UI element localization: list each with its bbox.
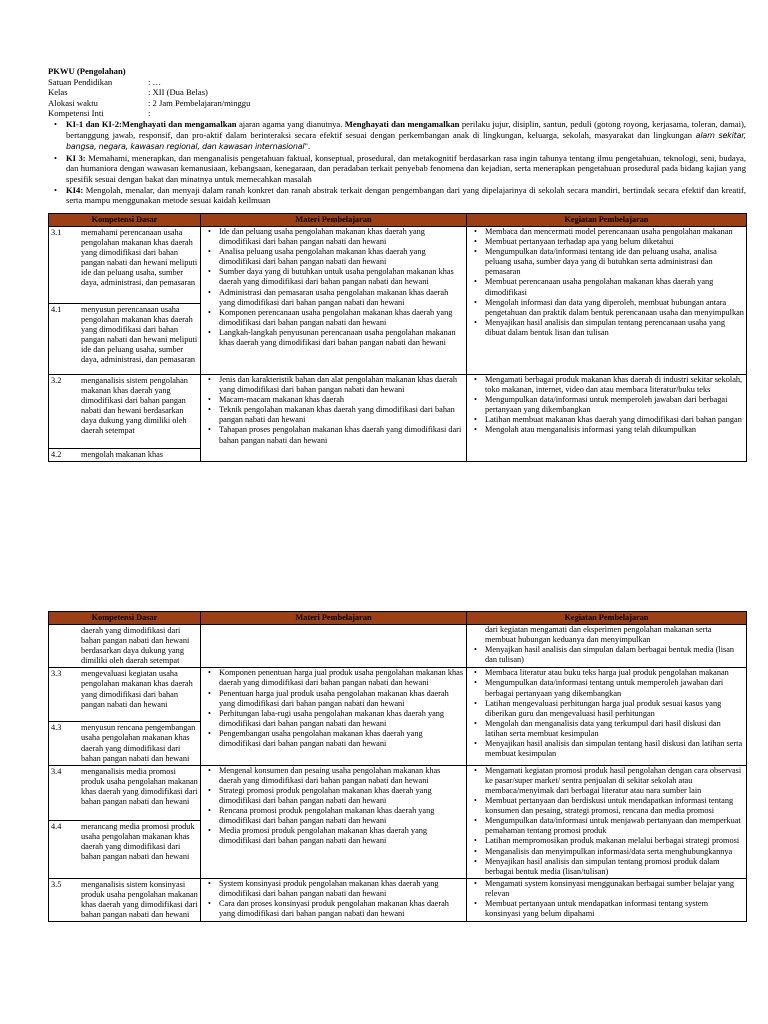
ki-tail: ". <box>304 141 311 152</box>
ki-lead: KI-1 dan KI-2: <box>66 118 122 129</box>
kd-item <box>49 668 200 722</box>
info-value: : 2 Jam Pembelajaran/minggu <box>148 97 251 108</box>
materi-cell <box>201 227 467 375</box>
info-label: Alokasi waktu <box>48 97 98 108</box>
kd-text: memahami perencanaan usaha pengolahan makanan khas daerah yang dimodifikasi dari bahan pangan nabati dan hewani meliputi ide dan peluang usaha, sumber daya, administrasi, dan pemasaran <box>81 228 198 288</box>
kompetensi-inti-list <box>48 119 746 206</box>
ki-lead: KI 3: <box>66 152 86 163</box>
list-item: • Menyajikan hasil analisis dan simpulan tentang promosi produk dalam berbagai bentuk media (lisan/tulisan) <box>485 857 744 877</box>
list-item: • Membuat pertanyaan dan berdiskusi untuk mendapatkan informasi tentang konsumen dan pesaing, strategi promosi, rencana dan media promosi <box>485 796 744 816</box>
ki-text: Mengolah, menalar, dan menyaji dalam ranah konkret dan ranah abstrak terkait dengan pengembangan dari yang dipelajarinya di sekolah secara mandiri, bertindak secara efektif dan kreatif, serta mampu menggunakan metode sesuai kaidah keilmuan <box>66 184 746 206</box>
kd-text: menyusun rencana pengembangan usaha pengolahan makanan khas daerah yang dimodifikasi dari bahan pangan nabati dan hewani <box>81 723 196 763</box>
column-header: Kompetensi Dasar <box>49 612 201 625</box>
kd-item <box>49 227 200 304</box>
kd-number: 3.3 <box>51 669 62 679</box>
kegiatan-cell <box>467 765 747 878</box>
list-item: • Mengumpulkan data/informasi untuk memperoleh jawaban dari berbagai pertanyaan yang dikembangkan <box>485 395 744 415</box>
ki-item <box>66 153 746 185</box>
ki-item <box>66 119 746 153</box>
table-header-row <box>49 214 747 227</box>
document-title: PKWU (Pengolahan) <box>48 66 126 76</box>
kd-item <box>49 879 200 921</box>
syllabus-table-1-wrap <box>48 213 746 462</box>
list-item: • Menyajikan hasil analisis dan simpulan tentang hasil diskusi dan latihan serta membuat kesimpulan <box>485 739 744 759</box>
materi-list <box>203 227 464 348</box>
list-item: • Pengembangan usaha pengolahan makanan khas daerah yang dimodifikasi dari bahan pangan nabati dan hewani <box>219 729 464 749</box>
list-item: • Mengolah atau menganalisis informasi yang telah dikumpulkan <box>485 425 744 435</box>
materi-cell <box>201 765 467 878</box>
kd-item <box>49 766 200 821</box>
list-item: • Membaca literatur atau buku teks harga jual produk pengolahan makanan <box>485 668 744 678</box>
list-item: • Penentuan harga jual produk usaha pengolahan makanan khas daerah yang dimodifikasi dari bahan pangan nabati dan hewani <box>219 689 464 709</box>
table-row <box>49 227 747 375</box>
list-item: • Jenis dan karakteristik bahan dan alat pengolahan makanan khas daerah yang dimodifikasi dari bahan pangan nabati dan hewani <box>219 375 464 395</box>
table-row <box>49 375 747 462</box>
column-header: Materi Pembelajaran <box>201 214 467 227</box>
list-item: • Mengolah informasi dan data yang diperoleh, membuat hubungan antara pengetahuan dan praktik dalam bentuk perencanaan usaha dan menyimpulkan <box>485 298 744 318</box>
ki-text: Memahami, menerapkan, dan menganalisis pengetahuan faktual, konseptual, prosedural, dan metakognitif berdasarkan rasa ingin tahunya tentang ilmu pengetahuan, teknologi, seni, budaya, dan humaniora dengan wawasan kemanusiaan, kebangsaan, kenegaraan, dan peradaban terkait penyebab fenomena dan kejadian, serta menerapkan pengetahuan prosedural pada bidang kajian yang spesifik sesuai dengan bakat dan minatnya untuk memecahkan masalah <box>66 152 746 184</box>
list-item: • Tahapan proses pengolahan makanan khas daerah yang dimodifikasi dari bahan pangan nabati dan hewani <box>219 425 464 445</box>
table-row <box>49 625 747 668</box>
list-item: • Ide dan peluang usaha pengolahan makanan khas daerah yang dimodifikasi dari bahan pangan nabati dan hewani <box>219 227 464 247</box>
table-row <box>49 765 747 878</box>
info-value: : XII (Dua Belas) <box>148 87 208 98</box>
list-item: • Latihan membuat makanan khas daerah yang dimodifikasi dari bahan pangan <box>485 415 744 425</box>
table-header-row <box>49 612 747 625</box>
kd-number: 4.4 <box>51 821 62 831</box>
kd-text: merancang media promosi produk usaha pengolahan makanan khas daerah yang dimodifikasi dari bahan pangan nabati dan hewani <box>81 821 195 862</box>
kegiatan-cell <box>467 375 747 462</box>
kegiatan-list <box>469 879 744 919</box>
list-item: • Latihan mempromosikan produk makanan melalui berbagai strategi promosi <box>485 836 744 846</box>
kd-text: menganalisis media promosi produk usaha pengolahan makanan khas daerah yang dimodifikasi dari bahan pangan nabati dan hewani <box>81 766 198 807</box>
list-item: • Rencana promosi produk pengolahan makanan khas daerah yang dimodifikasi dari bahan pangan nabati dan hewani <box>219 806 464 826</box>
kegiatan-cell <box>467 625 747 668</box>
info-row <box>48 77 746 88</box>
kd-cell <box>49 227 201 375</box>
ki-lead-2: Menghayati dan mengamalkan <box>121 118 237 129</box>
kegiatan-list <box>469 645 744 665</box>
kd-item <box>49 625 200 667</box>
list-item: • System konsinyasi produk pengolahan makanan khas daerah yang dimodifikasi dari bahan pangan nabati dan hewani <box>219 879 464 899</box>
kd-cell <box>49 765 201 878</box>
list-item: • Membuat pertanyaan untuk mendapatkan informasi tentang system konsinyasi yang belum dipahami <box>485 899 744 919</box>
list-item: • Mengamati system konsinyasi menggunakan berbagai sumber belajar yang relevan <box>485 879 744 899</box>
ki-deco-text: alam sekitar, bangsa, negara, kawasan regional, dan kawasan internasional <box>66 130 746 152</box>
materi-list <box>203 879 464 919</box>
kd-item <box>49 304 200 367</box>
info-label: Kelas <box>48 87 68 98</box>
materi-list <box>203 668 464 749</box>
list-item: • Menyajikan hasil analisis dan simpulan tentang perencanaan usaha yang dibuat dalam bentuk lisan dan tulisan <box>485 318 744 338</box>
info-value: : … <box>148 76 162 87</box>
list-item: • Analisa peluang usaha pengolahan makanan khas daerah yang dimodifikasi dari bahan pangan nabati dan hewani <box>219 247 464 267</box>
list-item: • Menyajkan hasil analisis dan simpulan dalam berbagai bentuk media (lisan dan tulisan) <box>485 645 744 665</box>
info-row <box>48 108 746 119</box>
column-header: Kegiatan Pembelajaran <box>467 612 747 625</box>
info-row <box>48 87 746 98</box>
materi-cell <box>201 625 467 668</box>
materi-cell <box>201 668 467 765</box>
kd-text: mengolah makanan khas <box>81 450 164 459</box>
list-item: • Langkah-langkah penyusunan perencanaan usaha pengolahan makanan khas daerah yang dimodifikasi dari bahan pangan nabati dan hewani <box>219 328 464 348</box>
materi-cell <box>201 375 467 462</box>
list-item: • Mengumpulkan data/informasi untuk menjawab pertanyaan dan memperkuat pemahaman tentang promosi produk <box>485 816 744 836</box>
list-item: • Membaca dan mencermati model perencanaan usaha pengolahan makanan <box>485 227 744 237</box>
list-item: • Komponen perencanaan usaha pengolahan makanan khas daerah yang dimodifikasi dari bahan pangan nabati dan hewani <box>219 308 464 328</box>
list-item: • Membuat perencanaan usaha pengolahan makanan khas daerah yang dimodifikasi <box>485 277 744 297</box>
kd-item <box>49 449 200 461</box>
kegiatan-list <box>469 375 744 436</box>
materi-list <box>203 375 464 446</box>
kd-item <box>49 375 200 449</box>
kd-number: 3.4 <box>51 766 62 776</box>
list-item: • Administrasi dan pemasaran usaha pengolahan makanan khas daerah yang dimodifikasi dari bahan pangan nabati dan hewani <box>219 288 464 308</box>
kd-item <box>49 821 200 863</box>
list-item: • Macam-macam makanan khas daerah <box>219 395 464 405</box>
list-item: • Latihan mengevaluasi perhitungan harga jual produk sesuai kasus yang diberikan guru dan mengevaluasi hasil perhitungan <box>485 699 744 719</box>
kegiatan-list <box>469 668 744 759</box>
syllabus-table-2-wrap <box>48 611 746 922</box>
kd-number: 3.1 <box>51 228 62 237</box>
kd-cell <box>49 625 201 668</box>
list-item: • Teknik pengolahan makanan khas daerah yang dimodifikasi dari bahan pangan nabati dan hewani <box>219 405 464 425</box>
list-item: • Media promosi produk pengolahan makanan khas daerah yang dimodifikasi dari bahan pangan nabati dan hewani <box>219 826 464 846</box>
list-item: • Mengamati kegiatan promosi produk hasil pengolahan dengan cara observasi ke pasar/super market/ sentra penjualan di sekitar sekolah atau membaca/menyimak dari berbagai literatur atau nara sumber lain <box>485 766 744 796</box>
materi-list <box>203 766 464 847</box>
kegiatan-cell <box>467 668 747 765</box>
kegiatan-cell <box>467 878 747 921</box>
kd-item <box>49 722 200 764</box>
kd-text: mengevaluasi kegiatan usaha pengolahan makanan khas daerah yang dimodifikasi dari bahan pangan nabati dan hewani <box>81 669 193 709</box>
kd-text: menganalisis sistem pengolahan makanan khas daerah yang dimodifikasi dari bahan pangan nabati dan hewani berdasarkan daya dukung yang dimiliki oleh daerah setempat <box>81 376 188 436</box>
kd-cell <box>49 878 201 921</box>
kd-number: 3.5 <box>51 879 62 889</box>
kd-number <box>51 626 81 666</box>
kd-text: menganalisis sistem konsinyasi produk usaha pengolahan makanan khas daerah yang dimodifikasi dari bahan pangan nabati dan hewani <box>81 879 198 920</box>
syllabus-table-2 <box>48 611 747 922</box>
kegiatan-list <box>469 766 744 877</box>
materi-cell <box>201 878 467 921</box>
list-item: • Sumber daya yang di butuhkan untuk usaha pengolahan makanan khas daerah yang dimodifikasi dari bahan pangan nabati dan hewani <box>219 267 464 287</box>
syllabus-table-1 <box>48 213 747 462</box>
table-row <box>49 668 747 765</box>
column-header: Kompetensi Dasar <box>49 214 201 227</box>
list-item: • Mengamati berbagai produk makanan khas daerah di industri sekitar sekolah, toko makanan, internet, video dan atau membaca literatur/buku teks <box>485 375 744 395</box>
list-item: • Komponen penentuan harga jual produk usaha pengolahan makanan khas daerah yang dimodifikasi dari bahan pangan nabati dan hewani <box>219 668 464 688</box>
table-row <box>49 878 747 921</box>
info-label: Satuan Pendidikan <box>48 76 113 87</box>
kd-cell <box>49 375 201 462</box>
kegiatan-continued: dari kegiatan mengamati dan eksperimen pengolahan makanan serta membuat hubungan keduanya dan menyimpulkan <box>485 625 712 645</box>
ki-bold: Menghayati dan mengamalkan <box>344 118 460 129</box>
list-item: • Mengenal konsumen dan pesaing usaha pengolahan makanan khas daerah yang dimodifikasi dari bahan pangan nabati dan hewani <box>219 766 464 786</box>
list-item: • Membuat pertanyaan terhadap apa yang belum diketahui <box>485 237 744 247</box>
kegiatan-list <box>469 227 744 338</box>
info-row <box>48 98 746 109</box>
kd-cell <box>49 668 201 765</box>
kd-number: 4.2 <box>51 450 62 459</box>
kd-number: 4.3 <box>51 723 62 733</box>
list-item: • Mengumpulkan data/informasi tentang ide dan peluang usaha, analisa peluang usaha, sumber daya yang di butuhkan serta administrasi dan pemasaran <box>485 247 744 277</box>
list-item: • Mengumpulkan data/informasi tentang untuk memperoleh jawaban dari berbagai pertanyaan yang dikembangkan <box>485 678 744 698</box>
list-item: • Strategi promosi produk pengolahan makanan khas daerah yang dimodifikasi dari bahan pangan nabati dan hewani <box>219 786 464 806</box>
column-header: Kegiatan Pembelajaran <box>467 214 747 227</box>
kd-number: 3.2 <box>51 376 62 385</box>
info-label: Kompetensi Inti <box>48 108 104 119</box>
list-item: • Cara dan proses konsinyasi produk pengolahan makanan khas daerah yang dimodifikasi dari bahan pangan nabati dan hewani <box>219 899 464 919</box>
document-header <box>48 66 746 206</box>
info-value: : <box>148 108 151 119</box>
kd-text: daerah yang dimodifikasi dari bahan pangan nabati dan hewani berdasarkan daya dukung yang dimiliki oleh daerah setempat <box>81 626 190 666</box>
ki-text-2: perilaku jujur, disiplin, santun, peduli (gotong royong, kerjasama, toleran, damai), bertanggung jawab, responsif, dan pro-aktif dalam berinteraksi secara efektif sesuai dengan perkembangan anak di lingkungan, keluarga, sekolah, masyarakat dan lingkungan <box>66 118 746 140</box>
list-item: • Perhitungan laba-rugi usaha pengolahan makanan khas daerah yang dimodifikasi dari bahan pangan nabati dan hewani <box>219 709 464 729</box>
ki-item <box>66 185 746 206</box>
kd-number: 4.1 <box>51 305 62 314</box>
column-header: Materi Pembelajaran <box>201 612 467 625</box>
list-item: • Menganalisis dan menyimpulkan informasi/data serta menghubungkannya <box>485 847 744 857</box>
ki-lead: KI4: <box>66 184 84 195</box>
ki-text: ajaran agama yang dianutnya. <box>236 118 345 129</box>
list-item: • Mengolah dan menganalisis data yang terkumpul dari hasil diskusi dan latihan serta membuat kesimpulan <box>485 719 744 739</box>
kd-text: menyusun perencanaan usaha pengolahan makanan khas daerah yang dimodifikasi dari bahan pangan nabati dan hewani meliputi ide dan peluang usaha, sumber daya, administrasi, dan pemasaran <box>81 305 198 365</box>
kegiatan-cell <box>467 227 747 375</box>
